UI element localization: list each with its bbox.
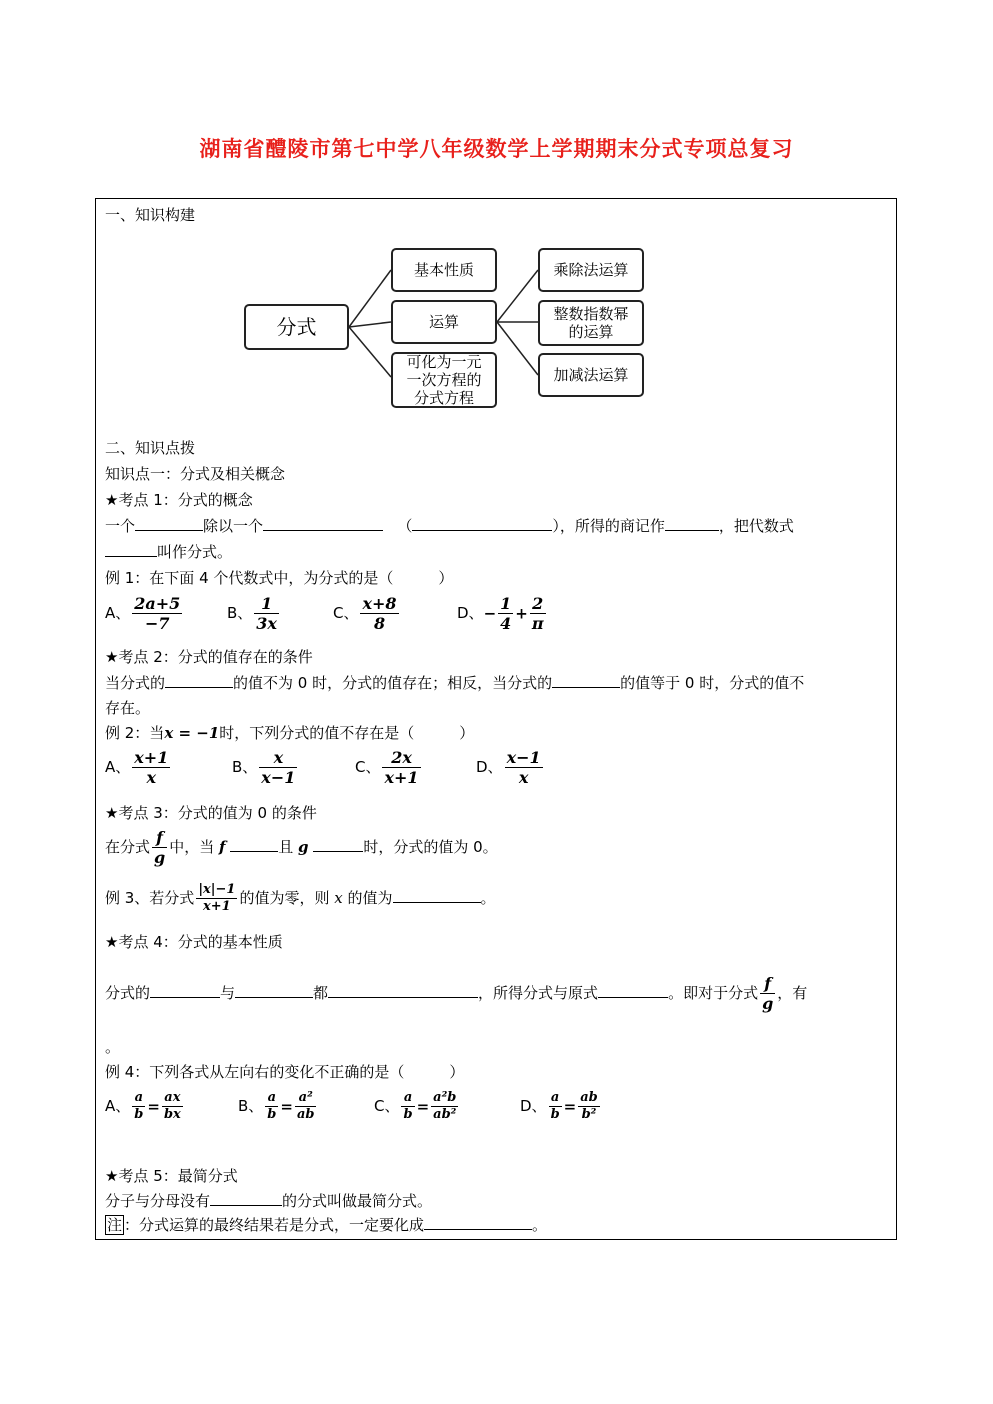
fraction (259, 748, 297, 787)
text: （ (397, 517, 413, 535)
text: 。 (532, 1216, 548, 1234)
numerator: a² (295, 1090, 317, 1107)
example-4-option-c[interactable] (374, 1090, 460, 1123)
denominator: x (518, 768, 529, 787)
diagram-node-line: 整数指数幂 (553, 305, 629, 323)
text: ），所得的商记作 (552, 517, 665, 535)
numerator: ax (162, 1090, 183, 1107)
example-1-option-b[interactable] (227, 594, 281, 633)
denominator: 8 (373, 614, 386, 633)
numerator: x+1 (134, 748, 169, 767)
fraction (498, 594, 513, 633)
kaodian-4-heading: ★考点 4：分式的基本性质 (105, 933, 283, 951)
kaodian-2-line-1 (105, 673, 804, 693)
numerator: f (760, 974, 775, 994)
fraction (530, 594, 546, 633)
kaodian-4-line-2: 。 (105, 1038, 121, 1056)
numerator: 2x (382, 748, 420, 768)
option-label: C、 (355, 758, 381, 776)
text: 的值等于 0 时，分式的值不 (620, 674, 805, 692)
diagram-root-node: 分式 (244, 304, 349, 350)
numerator: x (259, 748, 297, 768)
option-label: A、 (105, 604, 131, 622)
kaodian-4-line-1 (105, 974, 807, 1013)
equals-sign: = (416, 1097, 430, 1116)
numerator: x−1 (506, 748, 541, 767)
fill-blank[interactable] (665, 516, 719, 531)
text: 的值不为 0 时，分式的值存在；相反，当分式的 (233, 674, 553, 692)
kaodian-2-heading: ★考点 2：分式的值存在的条件 (105, 648, 313, 666)
page-title: 湖南省醴陵市第七中学八年级数学上学期期末分式专项总复习 (199, 136, 794, 161)
diagram-node-basic-property: 基本性质 (391, 248, 497, 292)
denominator: b (403, 1107, 413, 1122)
equals-sign: = (563, 1097, 577, 1116)
diagram-node-fraction-equation (391, 352, 497, 408)
kaodian-3-line (105, 828, 498, 867)
fraction (401, 1090, 414, 1123)
text: 除以一个 (203, 517, 264, 535)
fraction (431, 1090, 458, 1123)
denominator: b (134, 1107, 144, 1122)
denominator: x (146, 768, 157, 787)
plus-sign: + (515, 604, 528, 623)
fill-blank[interactable] (210, 1191, 282, 1206)
example-4-option-b[interactable] (238, 1090, 318, 1123)
fill-blank[interactable] (105, 542, 157, 557)
fill-blank[interactable] (230, 837, 278, 852)
text: 都 (313, 984, 329, 1002)
text: 。 (480, 889, 496, 907)
section-heading-2: 二、知识点拨 (105, 439, 196, 457)
example-2-option-d[interactable] (476, 748, 545, 787)
numerator: a (132, 1090, 145, 1107)
diagram-node-line: 的运算 (568, 323, 614, 341)
diagram-node-integer-exponent (538, 300, 644, 346)
math-var: x (334, 889, 343, 907)
text: 时，分式的值为 0。 (363, 838, 498, 856)
text: 例 3、若分式 (105, 889, 195, 907)
text: 中，当 (169, 838, 215, 856)
text: 且 (278, 838, 294, 856)
example-4-option-d[interactable] (520, 1090, 602, 1123)
kaodian-1-line-2 (105, 542, 232, 562)
kaodian-1-heading: ★考点 1：分式的概念 (105, 491, 253, 509)
diagram-node-line: 一次方程的 (406, 371, 482, 389)
fill-blank[interactable] (263, 516, 383, 531)
fraction (360, 594, 398, 633)
text: ，把代数式 (718, 517, 794, 535)
minus-sign: − (483, 604, 497, 623)
option-label: D、 (520, 1097, 547, 1115)
fraction (132, 748, 170, 787)
fraction (132, 594, 182, 633)
diagram-node-add-sub: 加减法运算 (538, 353, 644, 397)
example-2-option-b[interactable] (232, 748, 299, 787)
option-label: A、 (105, 1097, 131, 1115)
fraction (382, 748, 420, 787)
fraction (162, 1090, 183, 1123)
fraction (505, 748, 543, 787)
example-1-option-a[interactable] (105, 594, 184, 633)
numerator: a (401, 1090, 414, 1107)
text: ，有 (777, 984, 808, 1002)
numerator: 2 (530, 594, 546, 614)
example-1-option-c[interactable] (333, 594, 401, 633)
text: 的分式叫做最简分式。 (282, 1192, 433, 1210)
denominator: bx (163, 1107, 181, 1122)
fraction (196, 882, 237, 915)
diagram-node-line: 可化为一元 (406, 353, 482, 371)
text: 的值为零，则 (239, 889, 330, 907)
math-var: g (298, 838, 309, 856)
option-label: C、 (374, 1097, 400, 1115)
example-2-question (105, 723, 474, 743)
fill-blank[interactable] (328, 983, 478, 998)
fraction (152, 828, 167, 867)
numerator: 1 (500, 594, 512, 613)
denominator: x+1 (203, 899, 231, 914)
denominator: ab² (433, 1107, 457, 1122)
denominator: b (550, 1107, 560, 1122)
example-1-option-d[interactable] (457, 594, 548, 633)
diagram-node-mul-div: 乘除法运算 (538, 248, 644, 292)
numerator: ab (580, 1090, 598, 1105)
text: 。即对于分式 (668, 984, 759, 1002)
numerator: 1 (254, 594, 279, 614)
option-label: B、 (238, 1097, 264, 1115)
diagram-node-line: 分式方程 (413, 389, 474, 407)
example-2-option-a[interactable] (105, 748, 172, 787)
fill-blank[interactable] (235, 983, 313, 998)
denominator: 3x (256, 614, 277, 633)
kaodian-5-line-1 (105, 1191, 432, 1211)
fraction (549, 1090, 562, 1123)
kaodian-1-line-1 (105, 516, 794, 536)
fraction (578, 1090, 600, 1123)
example-4-question: 例 4：下列各式从左向右的变化不正确的是（ ） (105, 1063, 465, 1081)
text: 时，下列分式的值不存在是（ ） (219, 724, 475, 742)
knowledge-point-1: 知识点一：分式及相关概念 (105, 465, 286, 483)
text: 的值为 (347, 889, 393, 907)
fill-blank[interactable] (598, 983, 668, 998)
denominator: ab (296, 1107, 315, 1122)
fill-blank[interactable] (135, 516, 203, 531)
kaodian-3-heading: ★考点 3：分式的值为 0 的条件 (105, 804, 317, 822)
fraction (132, 1090, 145, 1123)
text: 分式的 (105, 984, 151, 1002)
option-label: C、 (333, 604, 359, 622)
denominator: x−1 (261, 768, 296, 787)
text: 例 2：当 (105, 724, 165, 742)
fill-blank[interactable] (552, 673, 620, 688)
math-var: f (219, 838, 226, 856)
kaodian-5-heading: ★考点 5：最简分式 (105, 1167, 238, 1185)
example-2-option-c[interactable] (355, 748, 423, 787)
option-label: B、 (232, 758, 258, 776)
fraction (254, 594, 279, 633)
example-1-question: 例 1：在下面 4 个代数式中，为分式的是（ ） (105, 569, 454, 587)
denominator: b² (581, 1107, 597, 1122)
kaodian-5-line-2 (105, 1215, 547, 1235)
denominator: 4 (500, 614, 512, 633)
kaodian-2-line-2: 存在。 (105, 699, 151, 717)
section-heading-1: 一、知识构建 (105, 206, 196, 224)
fill-blank[interactable] (412, 516, 552, 531)
denominator: x+1 (384, 768, 419, 787)
diagram-node-operations: 运算 (391, 300, 497, 344)
equals-sign: = (147, 1097, 160, 1116)
fraction (295, 1090, 317, 1123)
numerator: x+8 (362, 594, 397, 613)
numerator: f (152, 828, 167, 848)
example-4-option-a[interactable] (105, 1090, 185, 1123)
numerator: a²b (433, 1090, 457, 1105)
numerator: a (265, 1090, 278, 1107)
text: ：分式运算的最终结果若是分式，一定要化成 (124, 1216, 425, 1234)
text: 分子与分母没有 (105, 1192, 211, 1210)
fill-blank[interactable] (393, 888, 481, 903)
option-label: D、 (476, 758, 503, 776)
math-expression: x = −1 (164, 724, 220, 742)
option-label: D、 (457, 604, 484, 622)
example-3-question (105, 882, 496, 915)
text: 一个 (105, 517, 136, 535)
fraction (265, 1090, 278, 1123)
fill-blank[interactable] (424, 1215, 532, 1230)
numerator: |x|−1 (198, 882, 236, 897)
text: 当分式的 (105, 674, 166, 692)
note-label: 注 (107, 1216, 123, 1234)
numerator: 2a+5 (134, 594, 181, 613)
fill-blank[interactable] (165, 673, 233, 688)
fill-blank[interactable] (150, 983, 220, 998)
fraction (760, 974, 775, 1013)
fill-blank[interactable] (313, 837, 363, 852)
numerator: a (549, 1090, 562, 1107)
option-label: A、 (105, 758, 131, 776)
text: ，所得分式与原式 (478, 984, 599, 1002)
option-label: B、 (227, 604, 253, 622)
denominator: π (531, 614, 544, 633)
denominator: g (762, 994, 774, 1013)
equals-sign: = (280, 1097, 293, 1116)
text: 与 (220, 984, 236, 1002)
denominator: g (154, 848, 166, 867)
text: 在分式 (105, 838, 151, 856)
text: 叫作分式。 (157, 543, 233, 561)
denominator: −7 (145, 614, 170, 633)
denominator: b (267, 1107, 277, 1122)
